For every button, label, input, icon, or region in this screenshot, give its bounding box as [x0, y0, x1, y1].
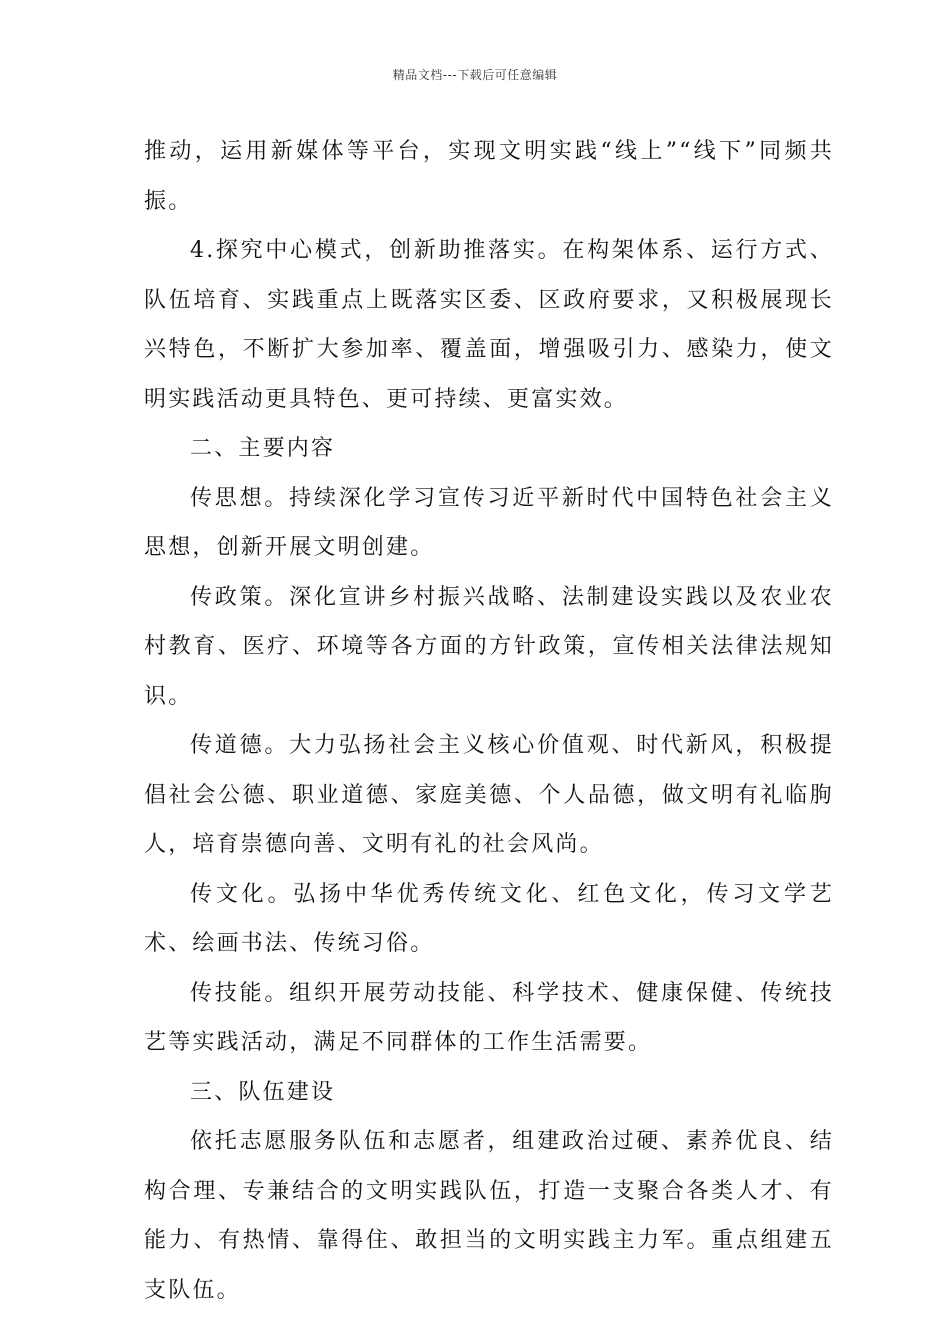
document-body [144, 127, 834, 1315]
paragraph: 传思想。持续深化学习宣传习近平新时代中国特色社会主义思想，创新开展文明创建。 [144, 485, 834, 560]
page-header: 精品文档---下载后可任意编辑 [392, 68, 558, 82]
paragraph: 传政策。深化宣讲乡村振兴战略、法制建设实践以及农业农村教育、医疗、环境等各方面的方针政策，宣传相关法律法规知识。 [144, 584, 834, 709]
paragraph: 传道德。大力弘扬社会主义核心价值观、时代新风，积极提倡社会公德、职业道德、家庭美德、个人品德，做文明有礼临朐人，培育崇德向善、文明有礼的社会风尚。 [144, 733, 834, 857]
section-heading: 三、队伍建设 [190, 1079, 336, 1105]
paragraph: 依托志愿服务队伍和志愿者，组建政治过硬、素养优良、结构合理、专兼结合的文明实践队伍，打造一支聚合各类人才、有能力、有热情、靠得住、敢担当的文明实践主力军。重点组建五支队伍。 [144, 1129, 834, 1303]
paragraph: 4.探究中心模式，创新助推落实。在构架体系、运行方式、队伍培育、实践重点上既落实区委、区政府要求，又积极展现长兴特色，不断扩大参加率、覆盖面，增强吸引力、感染力，使文明实践活动更具特色、更可持续、更富实效。 [144, 238, 834, 412]
paragraph: 传文化。弘扬中华优秀传统文化、红色文化，传习文学艺术、绘画书法、传统习俗。 [144, 881, 834, 956]
section-heading: 二、主要内容 [190, 436, 336, 461]
paragraph: 推动，运用新媒体等平台，实现文明实践“线上”“线下”同频共振。 [144, 139, 834, 214]
paragraph: 传技能。组织开展劳动技能、科学技术、健康保健、传统技艺等实践活动，满足不同群体的工作生活需要。 [144, 980, 834, 1055]
